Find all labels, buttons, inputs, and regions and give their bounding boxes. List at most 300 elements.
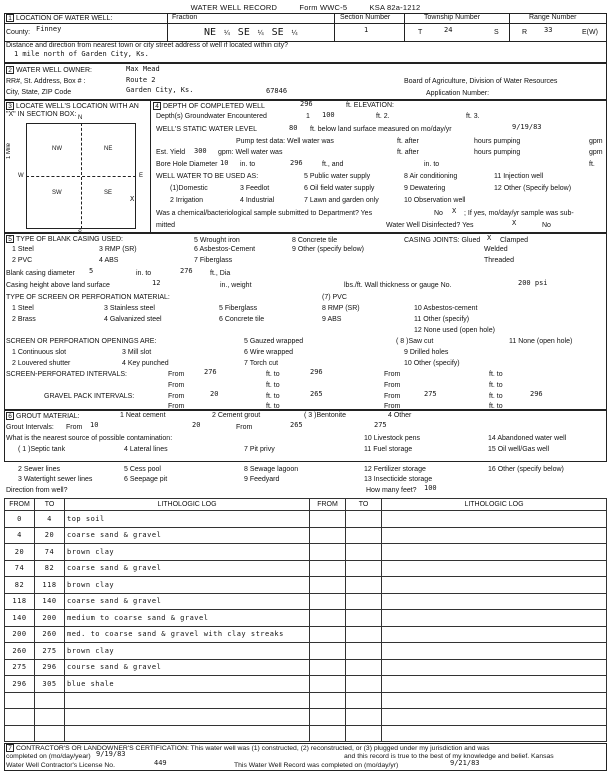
log-from-2 <box>310 643 346 660</box>
depth-label: 4 DEPTH OF COMPLETED WELL <box>153 102 265 110</box>
perf-to-1: ft. to <box>266 371 280 378</box>
welded-label: Welded <box>484 246 508 253</box>
range-r: R <box>522 29 528 36</box>
contam-4: 4 Lateral lines <box>124 446 168 453</box>
log-from-2 <box>310 610 346 627</box>
perf-from-value: 276 <box>204 368 217 376</box>
location-mark: X <box>130 195 135 203</box>
log-desc <box>65 692 310 709</box>
gravel-to-value-1: 265 <box>310 390 323 398</box>
grout-3: ( 3 )Bentonite <box>304 412 347 419</box>
bore-to-value: 296 <box>290 159 303 167</box>
mile-label: 1 Mile <box>6 143 12 160</box>
log-from <box>5 709 35 726</box>
table-row <box>5 676 607 693</box>
table-row <box>5 560 607 577</box>
opening-10: 10 Other (specify) <box>404 360 460 367</box>
casing-3: 3 RMP (SR) <box>99 246 137 253</box>
log-to-2 <box>346 610 382 627</box>
bore-label: Bore Hole Diameter <box>156 161 218 168</box>
joints-label: CASING JOINTS: Glued <box>404 237 481 244</box>
log-from-2 <box>310 659 346 676</box>
board-label: Board of Agriculture, Division of Water Resources <box>404 78 558 85</box>
opening-4: 4 Key punched <box>122 360 169 367</box>
screen-9: 9 ABS <box>322 316 342 323</box>
license-value: 449 <box>154 759 167 767</box>
log-from: 20 <box>5 544 35 561</box>
log-from: 260 <box>5 643 35 660</box>
opening-5: 5 Gauzed wrapped <box>244 338 304 345</box>
use-3: 3 Feedlot <box>240 185 270 192</box>
range-ew: E(W) <box>582 29 598 36</box>
log-from-2 <box>310 593 346 610</box>
log-from <box>5 692 35 709</box>
township-label: Township Number <box>424 14 481 21</box>
perf-from-2: From <box>384 371 401 378</box>
table-row <box>5 577 607 594</box>
chem-no: No <box>434 210 443 217</box>
gravel-from-1: From <box>168 393 185 400</box>
pump-gpm-2: gpm <box>589 149 603 156</box>
grout-intervals-label: Grout Intervals: <box>6 424 54 431</box>
license-label: Water Well Contractor's License No. <box>6 762 115 769</box>
bore-in-to-2: in. to <box>424 161 440 168</box>
casing-2: 2 PVC <box>12 257 33 264</box>
log-to-2 <box>346 692 382 709</box>
chem-mark: X <box>452 207 457 215</box>
log-desc: brown clay <box>65 544 310 561</box>
log-to-2 <box>346 511 382 528</box>
gravel-from-2: From <box>384 393 401 400</box>
log-desc-2 <box>382 709 607 726</box>
log-to-2 <box>346 643 382 660</box>
glued-mark: X <box>487 234 492 242</box>
opening-3: 3 Mill slot <box>122 349 152 356</box>
ne-label: NE <box>104 146 113 152</box>
est-yield-value: 300 <box>194 147 207 155</box>
table-row <box>5 527 607 544</box>
opening-1: 1 Continuous slot <box>12 349 67 356</box>
log-from: 4 <box>5 527 35 544</box>
log-to: 305 <box>35 676 65 693</box>
log-desc: brown clay <box>65 643 310 660</box>
chem-label: Was a chemical/bacteriological sample submitted to Department? Yes <box>156 210 373 217</box>
log-to: 140 <box>35 593 65 610</box>
opening-11: 11 None (open hole) <box>509 338 573 345</box>
table-row <box>5 643 607 660</box>
screen-8: 8 RMP (SR) <box>322 305 360 312</box>
log-to: 74 <box>35 544 65 561</box>
bore-value: 10 <box>220 159 229 167</box>
use-2: 2 Irrigation <box>170 197 204 204</box>
log-from-2 <box>310 577 346 594</box>
log-desc-2 <box>382 692 607 709</box>
contamination-label: What is the nearest source of possible contamination: <box>6 435 173 442</box>
contam-3: 3 Watertight sewer lines <box>18 476 93 483</box>
table-row <box>5 659 607 676</box>
grout-2: 2 Cement grout <box>212 412 261 419</box>
completed-value: 9/19/83 <box>96 750 126 758</box>
depth-value: 296 <box>300 100 313 108</box>
casing-9: 9 Other (specify below) <box>292 246 364 253</box>
clamped-label: Clamped <box>500 237 529 244</box>
log-from-2 <box>310 527 346 544</box>
city-value: Garden City, Ks. <box>126 86 194 94</box>
screen-12: 12 None used (open hole) <box>414 327 495 334</box>
howmany-label: How many feet? <box>366 487 417 494</box>
range-label: Range Number <box>529 14 577 21</box>
log-from-2 <box>310 709 346 726</box>
casing-5: 5 Wrought iron <box>194 237 240 244</box>
log-from: 275 <box>5 659 35 676</box>
bore-ft: ft. <box>589 161 595 168</box>
grout-to-value-1: 20 <box>192 421 201 429</box>
screen-3: 3 Stainless steel <box>104 305 155 312</box>
opening-8: ( 8 )Saw cut <box>396 338 434 345</box>
section-3-label: 3 LOCATE WELL'S LOCATION WITH AN "X" IN SECTION BOX: <box>6 103 139 118</box>
casing-8: 8 Concrete tile <box>292 237 338 244</box>
disinfected-label: Water Well Disinfected? Yes <box>386 222 474 229</box>
grout-from-value-1: 10 <box>90 421 99 429</box>
south-label: S <box>78 230 83 236</box>
distance-value: 1 mile north of Garden City, Ks. <box>14 50 149 58</box>
height-value: 12 <box>152 279 161 287</box>
log-from-2 <box>310 544 346 561</box>
threaded-label: Threaded <box>484 257 514 264</box>
groundwater-2: ft. 2. <box>376 113 390 120</box>
contam-8: 8 Sewage lagoon <box>244 466 299 473</box>
gravel-to-value-2: 296 <box>530 390 543 398</box>
log-to-2 <box>346 725 382 742</box>
use-6: 6 Oil field water supply <box>304 185 375 192</box>
casing-6: 6 Asbestos-Cement <box>194 246 256 253</box>
log-desc <box>65 709 310 726</box>
opening-2: 2 Louvered shutter <box>12 360 71 367</box>
log-to-2 <box>346 676 382 693</box>
log-desc: coarse sand & gravel <box>65 527 310 544</box>
lbs-label: lbs./ft. Wall thickness or gauge No. <box>344 282 452 289</box>
casing-1: 1 Steel <box>12 246 34 253</box>
disinfected-no: No <box>542 222 551 229</box>
log-desc-2 <box>382 643 607 660</box>
contam-14: 14 Abandoned water well <box>488 435 567 442</box>
log-desc <box>65 725 310 742</box>
height-label: Casing height above land surface <box>6 282 110 289</box>
contam-1: ( 1 )Septic tank <box>18 446 66 453</box>
contam-15: 15 Oil well/Gas well <box>488 446 550 453</box>
log-to-2 <box>346 560 382 577</box>
perf-to-value: 296 <box>310 368 323 376</box>
water-well-record-form <box>4 3 607 771</box>
grout-from-value-2: 265 <box>290 421 303 429</box>
perf-label: SCREEN-PERFORATED INTERVALS: <box>6 371 127 378</box>
table-row <box>5 692 607 709</box>
diameter-to-value: 276 <box>180 267 193 275</box>
gravel-label: GRAVEL PACK INTERVALS: <box>44 393 135 400</box>
log-from-2 <box>310 560 346 577</box>
table-row <box>5 544 607 561</box>
log-desc-2 <box>382 527 607 544</box>
log-to: 20 <box>35 527 65 544</box>
log-from: 82 <box>5 577 35 594</box>
contam-13: 13 Insecticide storage <box>364 476 433 483</box>
east-label: E <box>139 173 144 179</box>
log-desc-2 <box>382 544 607 561</box>
grout-label: 6 GROUT MATERIAL: <box>6 412 80 420</box>
log-from: 296 <box>5 676 35 693</box>
screen-label: TYPE OF SCREEN OR PERFORATION MATERIAL: <box>6 294 170 301</box>
grout-to-value-2: 275 <box>374 421 387 429</box>
grout-from-2: From <box>236 424 253 431</box>
pump-hours-1: hours pumping <box>474 138 521 145</box>
log-to: 4 <box>35 511 65 528</box>
log-desc-2 <box>382 511 607 528</box>
log-to: 275 <box>35 643 65 660</box>
owner-value: Max Mead <box>126 65 160 73</box>
screen-1: 1 Steel <box>12 305 34 312</box>
township-t: T <box>418 29 423 36</box>
use-10: 10 Observation well <box>404 197 466 204</box>
groundwater-1: 100 <box>322 111 335 119</box>
log-desc-2 <box>382 725 607 742</box>
pump-after-1: ft. after <box>397 138 419 145</box>
log-from-2 <box>310 626 346 643</box>
perf-from-1: From <box>168 371 185 378</box>
height-in: in., weight <box>220 282 252 289</box>
log-to-2 <box>346 577 382 594</box>
table-row <box>5 725 607 742</box>
casing-4: 4 ABS <box>99 257 119 264</box>
zip-value: 67846 <box>266 87 288 95</box>
grout-from-1: From <box>66 424 83 431</box>
log-body <box>5 511 607 742</box>
use-7: 7 Lawn and garden only <box>304 197 379 204</box>
use-label: WELL WATER TO BE USED AS: <box>156 173 259 180</box>
gravel-from-3: From <box>168 403 185 410</box>
static-suffix: ft. below land surface measured on mo/day/yr <box>310 126 452 133</box>
log-to: 118 <box>35 577 65 594</box>
screen-11: 11 Other (specify) <box>414 316 470 323</box>
gravel-to-3: ft. to <box>266 403 280 410</box>
perf-to-4: ft. to <box>489 382 503 389</box>
howmany-value: 100 <box>424 484 437 492</box>
openings-label: SCREEN OR PERFORATION OPENINGS ARE: <box>6 338 157 345</box>
true-text: and this record is true to the best of my knowledge and belief. Kansas <box>344 753 554 760</box>
screen-4: 4 Galvanized steel <box>104 316 162 323</box>
fraction-values: NE ¼ SE ¼ SE ¼ <box>204 27 298 38</box>
grout-1: 1 Neat cement <box>120 412 166 419</box>
log-desc-2 <box>382 577 607 594</box>
gauge-value: 200 psi <box>518 279 548 287</box>
log-from-2 <box>310 511 346 528</box>
range-value: 33 <box>544 26 553 34</box>
log-header-lithology-2: LITHOLOGIC LOG <box>382 499 607 511</box>
log-to-2 <box>346 527 382 544</box>
table-row <box>5 593 607 610</box>
section-5-label: 5 TYPE OF BLANK CASING USED: <box>6 235 123 243</box>
se-label: SE <box>104 190 113 196</box>
gravel-from-value-2: 275 <box>424 390 437 398</box>
log-to <box>35 709 65 726</box>
mitted: mitted <box>156 222 176 229</box>
log-desc-2 <box>382 593 607 610</box>
sw-label: SW <box>52 190 62 196</box>
log-from: 140 <box>5 610 35 627</box>
form-number: Form WWC-5 <box>299 3 348 12</box>
log-desc: top soil <box>65 511 310 528</box>
township-s: S <box>494 29 499 36</box>
direction-label: Direction from well? <box>6 487 68 494</box>
bore-and: ft., and <box>322 161 344 168</box>
section-5-box <box>4 233 607 410</box>
log-desc: brown clay <box>65 577 310 594</box>
screen-5: 5 Fiberglass <box>219 305 258 312</box>
use-4: 4 Industrial <box>240 197 275 204</box>
contam-16: 16 Other (specify below) <box>488 466 564 473</box>
contam-2: 2 Sewer lines <box>18 466 61 473</box>
log-header-to-2: TO <box>346 499 382 511</box>
log-desc-2 <box>382 676 607 693</box>
diameter-label: Blank casing diameter <box>6 270 75 277</box>
form-header <box>4 3 607 12</box>
record-text: This Water Well Record was completed on (mo/day/yr) <box>234 762 399 769</box>
log-desc: medium to coarse sand & gravel <box>65 610 310 627</box>
log-to <box>35 725 65 742</box>
section-1-label: 1 LOCATION OF WATER WELL: <box>6 14 112 22</box>
log-to: 296 <box>35 659 65 676</box>
diameter-rest: ft., Dia <box>210 270 231 277</box>
pump-gpm-1: gpm <box>589 138 603 145</box>
log-from: 200 <box>5 626 35 643</box>
perf-from-3: From <box>168 382 185 389</box>
contam-12: 12 Fertilizer storage <box>364 466 426 473</box>
section-number-label: Section Number <box>340 14 391 21</box>
fraction-label: Fraction <box>172 14 198 21</box>
north-label: N <box>78 115 83 121</box>
log-to-2 <box>346 626 382 643</box>
log-to: 82 <box>35 560 65 577</box>
log-from: 74 <box>5 560 35 577</box>
log-to-2 <box>346 544 382 561</box>
log-from-2 <box>310 725 346 742</box>
log-desc: coarse sand & gravel <box>65 560 310 577</box>
log-to-2 <box>346 659 382 676</box>
log-from-2 <box>310 676 346 693</box>
log-from <box>5 725 35 742</box>
contam-9: 9 Feedyard <box>244 476 280 483</box>
diameter-in-to: in. to <box>136 270 152 277</box>
grout-4: 4 Other <box>388 412 412 419</box>
county-value: Finney <box>36 25 62 33</box>
use-12: 12 Other (Specify below) <box>494 185 572 192</box>
bore-in-to: in. to <box>240 161 256 168</box>
county-label: County: <box>6 29 31 36</box>
lithologic-log-table <box>4 498 607 742</box>
log-from: 0 <box>5 511 35 528</box>
disinfected-mark: X <box>512 219 517 227</box>
log-from-2 <box>310 692 346 709</box>
diameter-value: 5 <box>89 267 94 275</box>
log-from: 118 <box>5 593 35 610</box>
opening-9: 9 Drilled holes <box>404 349 449 356</box>
use-1: (1)Domestic <box>170 185 208 192</box>
elevation-label: ft. ELEVATION: <box>346 102 394 109</box>
address-value: Route 2 <box>126 76 156 84</box>
section-2-label: 2 WATER WELL OWNER: <box>6 66 92 74</box>
screen-6: 6 Concrete tile <box>219 316 265 323</box>
perf-to-2: ft. to <box>489 371 503 378</box>
log-to: 200 <box>35 610 65 627</box>
form-title: WATER WELL RECORD <box>190 3 278 12</box>
perf-from-4: From <box>384 382 401 389</box>
completed-label: completed on (mo/day/year) <box>6 753 91 760</box>
pump-test-label: Pump test data: Well water was <box>236 138 334 145</box>
nw-label: NW <box>52 146 62 152</box>
distance-label: Distance and direction from nearest town or city street address of well if located within city? <box>6 42 289 49</box>
gravel-to-2: ft. to <box>489 393 503 400</box>
log-desc-2 <box>382 659 607 676</box>
form-ksa: KSA 82a-1212 <box>369 3 421 12</box>
use-11: 11 Injection well <box>494 173 544 180</box>
use-5: 5 Public water supply <box>304 173 371 180</box>
perf-to-3: ft. to <box>266 382 280 389</box>
table-row <box>5 511 607 528</box>
table-row <box>5 626 607 643</box>
log-header-row <box>5 499 607 511</box>
record-date: 9/21/83 <box>450 759 480 767</box>
pump-after-2: ft. after <box>397 149 419 156</box>
west-label: W <box>18 173 24 179</box>
log-header-from-2: FROM <box>310 499 346 511</box>
certification-text: 7 CONTRACTOR'S OR LANDOWNER'S CERTIFICATION: This water well was (1) constructed, (2) reconstructed, or (3) plugged under my jurisdiction and was <box>6 744 489 752</box>
static-value: 80 <box>289 124 298 132</box>
static-label: WELL'S STATIC WATER LEVEL <box>156 126 258 133</box>
contam-5: 5 Cess pool <box>124 466 161 473</box>
chem-rest: ; If yes, mo/day/yr sample was sub- <box>464 210 574 217</box>
log-desc: blue shale <box>65 676 310 693</box>
use-9: 9 Dewatering <box>404 185 446 192</box>
log-to: 260 <box>35 626 65 643</box>
log-desc-2 <box>382 560 607 577</box>
section-number-value: 1 <box>364 26 369 34</box>
static-date: 9/19/83 <box>512 123 542 131</box>
screen-10: 10 Asbestos-cement <box>414 305 478 312</box>
contam-7: 7 Pit privy <box>244 446 275 453</box>
contam-11: 11 Fuel storage <box>364 446 413 453</box>
groundwater-3: ft. 3. <box>466 113 480 120</box>
city-label: City, State, ZIP Code <box>6 89 72 96</box>
table-row <box>5 709 607 726</box>
gravel-from-4: From <box>384 403 401 410</box>
screen-7: (7) PVC <box>322 294 347 301</box>
log-to-2 <box>346 709 382 726</box>
screen-2: 2 Brass <box>12 316 36 323</box>
log-header-to: TO <box>35 499 65 511</box>
pump-hours-2: hours pumping <box>474 149 521 156</box>
est-yield-unit: gpm: Well water was <box>218 149 283 156</box>
use-8: 8 Air conditioning <box>404 173 458 180</box>
log-desc: course sand & gravel <box>65 659 310 676</box>
est-yield-label: Est. Yield <box>156 149 186 156</box>
table-row <box>5 610 607 627</box>
opening-6: 6 Wire wrapped <box>244 349 294 356</box>
gravel-from-value-1: 20 <box>210 390 219 398</box>
log-to-2 <box>346 593 382 610</box>
township-value: 24 <box>444 26 453 34</box>
log-header-from: FROM <box>5 499 35 511</box>
gravel-to-1: ft. to <box>266 393 280 400</box>
opening-7: 7 Torch cut <box>244 360 279 367</box>
